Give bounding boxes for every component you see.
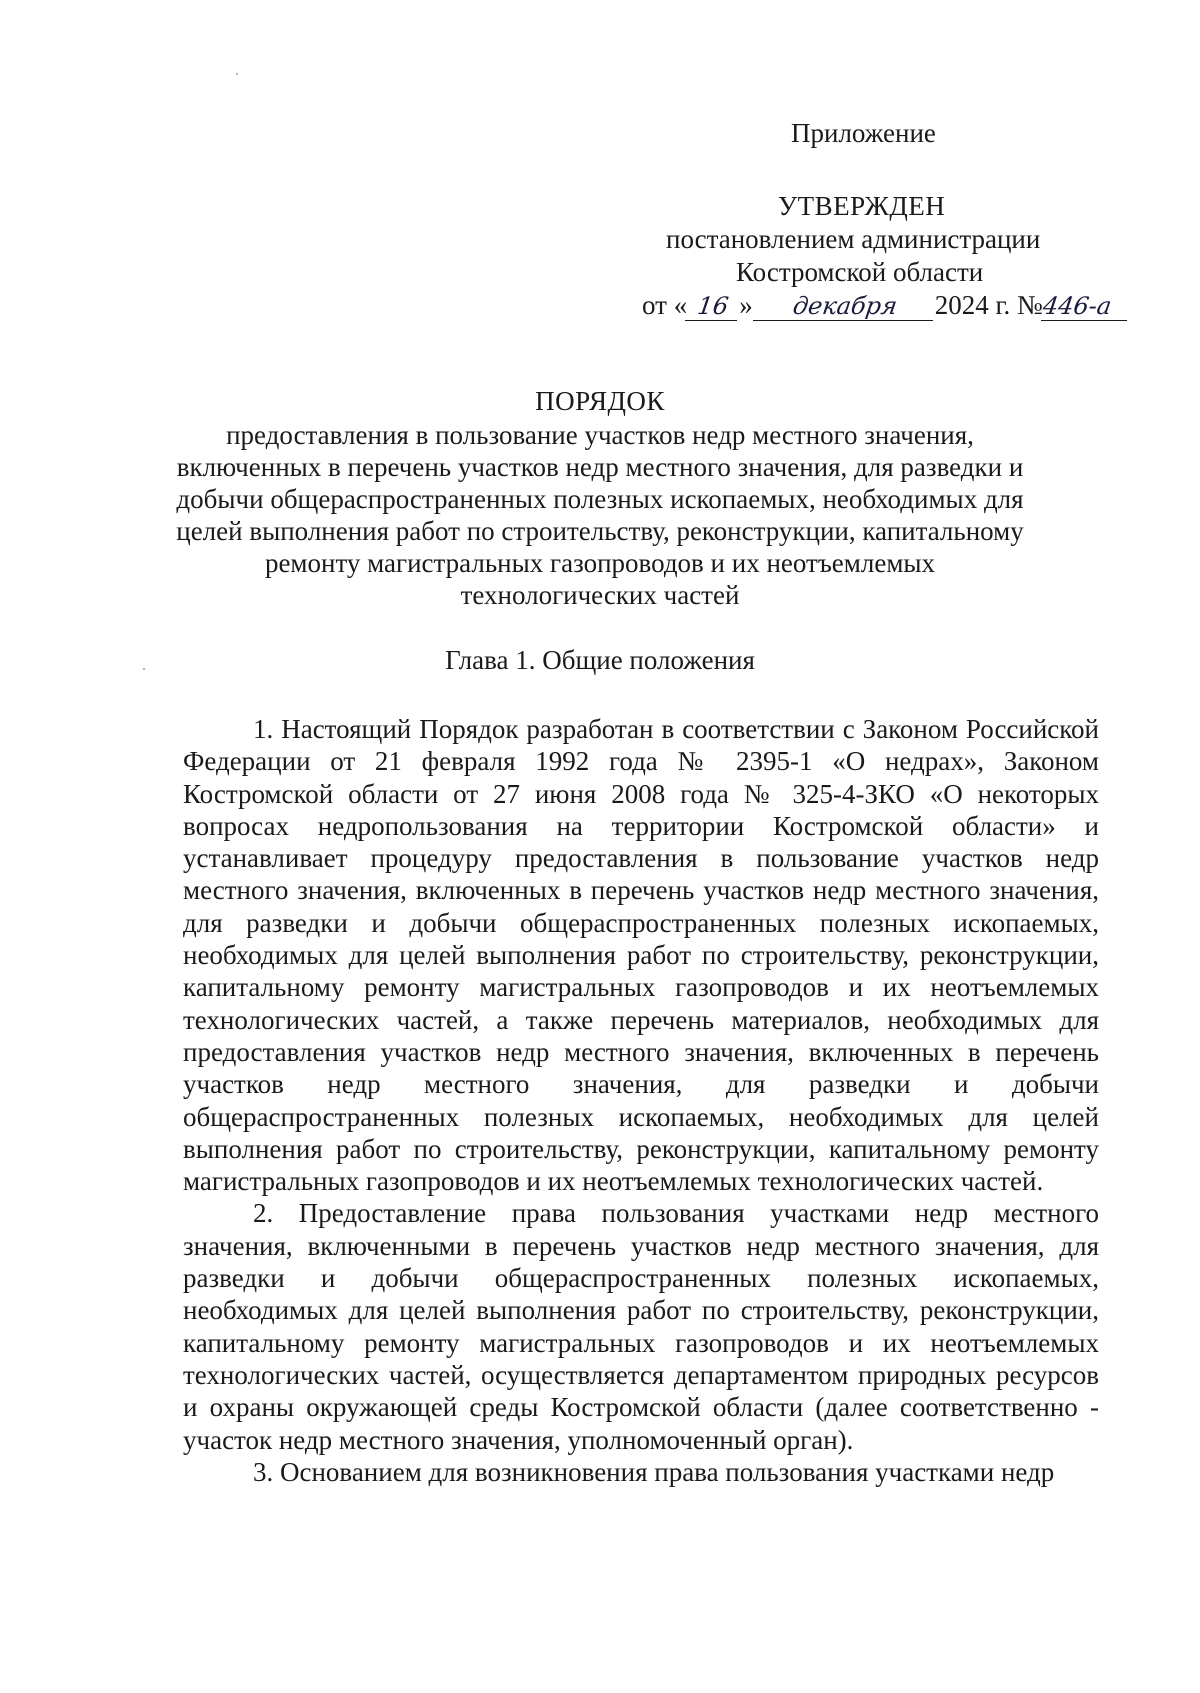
document-title-block (130, 385, 1070, 611)
paragraph-1: 1. Настоящий Порядок разработан в соответствии с Законом Российской Федерации от 21 февраля 1992 года № 2395-1 «О недрах», Законом Костромской области от 27 июня 2008 года № 325-4-ЗКО «О некоторых вопросах недропользования на территории Костромской области» и устанавливает процедуру предоставления в пользование участков недр местного значения, включенных в перечень участков недр местного значения, для разведки и добычи общераспространенных полезных ископаемых, необходимых для целей выполнения работ по строительству, реконструкции, капитальному ремонту магистральных газопроводов и их неотъемлемых технологических частей, а также перечень материалов, необходимых для предоставления участков недр местного значения, включенных в перечень участков недр местного значения, для разведки и добычи общераспространенных полезных ископаемых, необходимых для целей выполнения работ по строительству, реконструкции, капитальному ремонту магистральных газопроводов и их неотъемлемых технологических частей. (183, 714, 1099, 1197)
document-title: ПОРЯДОК (535, 386, 665, 416)
paragraph-3: 3. Основанием для возникновения права пользования участками недр (253, 1456, 1055, 1487)
document-subtitle: предоставления в пользование участков недр местного значения, включенных в перечень участков недр местного значения, для разведки и добычи общераспространенных полезных ископаемых, необходимых для целей выполнения работ по строительству, реконструкции, капитальному ремонту магистральных газопроводов и их неотъемлемых технологических частей (176, 420, 1024, 610)
resolution-date-line (642, 289, 1129, 322)
appendix-label: Приложение (791, 118, 936, 148)
approved-by-line-1: постановлением администрации (666, 224, 1041, 254)
chapter-heading: Глава 1. Общие положения (445, 645, 755, 675)
date-quote-close: » (739, 290, 753, 320)
approved-stamp-text: УТВЕРЖДЕН (778, 191, 946, 221)
handwritten-day: 16 (685, 292, 741, 321)
scan-speck (236, 73, 238, 75)
paragraph-2: 2. Предоставление права пользования участками недр местного значения, включенными в перечень участков недр местного значения, для разведки и добычи общераспространенных полезных ископаемых, необходимых для целей выполнения работ по строительству, реконструкции, капитальному ремонту магистральных газопроводов и их неотъемлемых технологических частей, осуществляется департаментом природных ресурсов и охраны окружающей среды Костромской области (далее соответственно - участок недр местного значения, уполномоченный орган). (183, 1198, 1099, 1455)
date-year: 2024 г. № (934, 290, 1043, 320)
date-prefix: от « (642, 290, 688, 320)
approved-by-line-2: Костромской области (736, 257, 984, 287)
document-body (183, 713, 1099, 1488)
handwritten-month: декабря (753, 292, 937, 321)
handwritten-doc-number: 446-а (1041, 292, 1131, 321)
